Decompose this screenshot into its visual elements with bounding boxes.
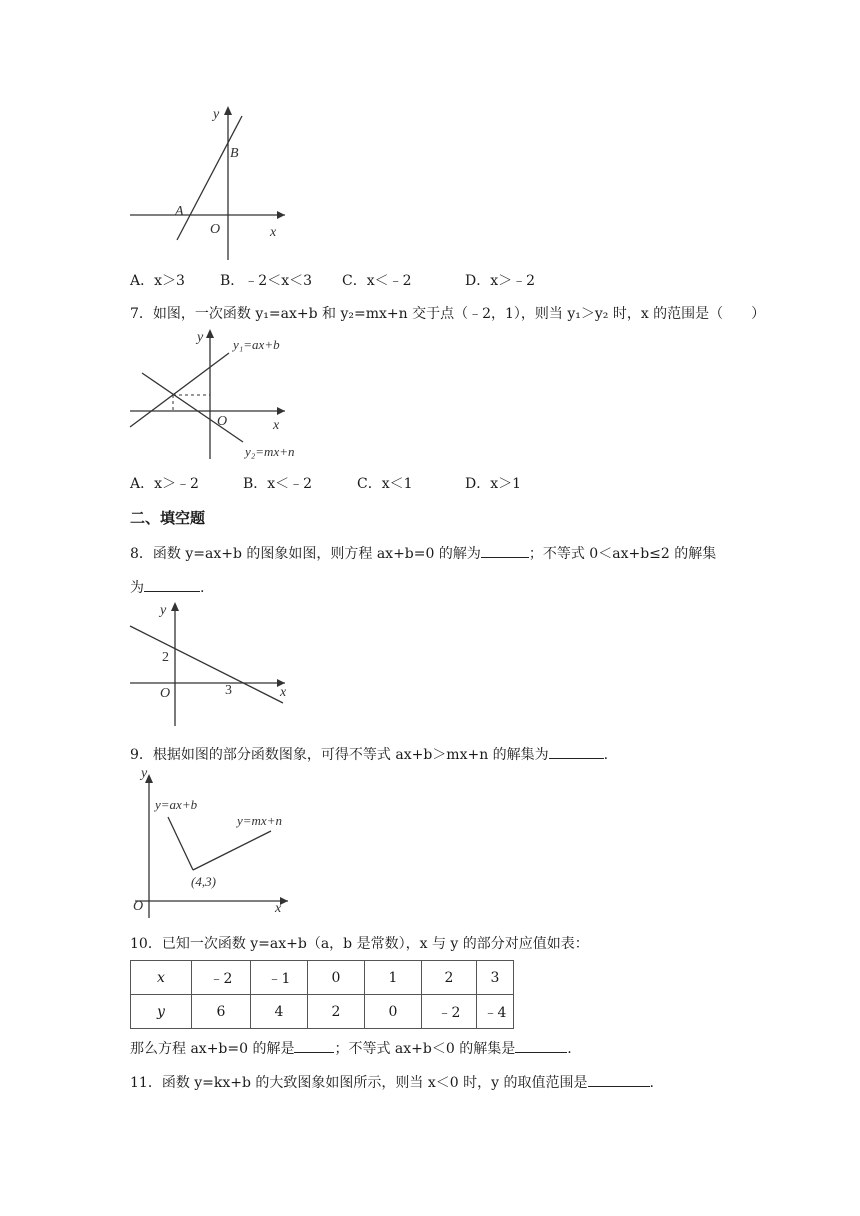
q8-blank-2[interactable] bbox=[144, 577, 200, 592]
table-cell: 2 bbox=[422, 961, 477, 995]
q6-y-label: y bbox=[213, 107, 220, 122]
value-table bbox=[130, 960, 514, 1029]
q11-question bbox=[130, 1072, 654, 1092]
q9-text-b: . bbox=[603, 747, 609, 763]
q8-two-label: 2 bbox=[162, 650, 169, 665]
q8-x-label: x bbox=[280, 685, 287, 700]
table-cell: ﹣2 bbox=[422, 995, 477, 1029]
q9-question bbox=[130, 744, 608, 764]
q9-text-a: 9．根据如图的部分函数图象，可得不等式 ax+b＞mx+n 的解集为 bbox=[130, 747, 549, 763]
q10-followup bbox=[130, 1038, 572, 1058]
table-cell: 6 bbox=[192, 995, 251, 1029]
table-cell: ﹣4 bbox=[477, 995, 514, 1029]
q7-line2-label: y₂=mx+n bbox=[245, 444, 295, 459]
q7-option-a: A．x＞﹣2 bbox=[130, 476, 199, 492]
table-row-y bbox=[131, 995, 514, 1029]
q6-x-label: x bbox=[270, 225, 277, 240]
q10-question: 10．已知一次函数 y=ax+b（a，b 是常数），x 与 y 的部分对应值如表： bbox=[130, 936, 589, 952]
q9-line1-label: y=ax+b bbox=[155, 797, 198, 812]
q8-blank-1[interactable] bbox=[481, 543, 529, 558]
table-row-x bbox=[131, 961, 514, 995]
q11-blank[interactable] bbox=[588, 1072, 650, 1087]
table-cell: 2 bbox=[308, 995, 365, 1029]
q7-figure bbox=[125, 325, 315, 465]
q11-text-b: . bbox=[649, 1075, 654, 1091]
q10-blank-1[interactable] bbox=[294, 1038, 334, 1053]
q9-figure bbox=[125, 764, 300, 924]
q7-question: 7．如图，一次函数 y₁=ax+b 和 y₂=mx+n 交于点（﹣2，1），则当 y₁＞y₂ 时，x 的范围是（ ） bbox=[130, 306, 766, 322]
q7-option-b: B．x＜﹣2 bbox=[243, 476, 313, 492]
q6-b-label: B bbox=[230, 146, 239, 161]
q6-option-d: D．x＞﹣2 bbox=[465, 273, 536, 289]
q8-question-line2 bbox=[130, 577, 204, 597]
q6-figure bbox=[125, 100, 295, 265]
q7-option-c: C．x＜1 bbox=[357, 476, 413, 492]
q10-text-b: ；不等式 ax+b＜0 的解集是 bbox=[334, 1041, 516, 1057]
table-cell: y bbox=[131, 995, 192, 1029]
table-cell: 4 bbox=[251, 995, 308, 1029]
q6-option-c: C．x＜﹣2 bbox=[342, 273, 412, 289]
q8-figure bbox=[125, 598, 300, 730]
table-cell: ﹣1 bbox=[251, 961, 308, 995]
table-cell: 3 bbox=[477, 961, 514, 995]
q8-question bbox=[130, 543, 716, 563]
q6-a-label: A bbox=[175, 204, 184, 219]
table-cell: ﹣2 bbox=[192, 961, 251, 995]
q7-y-label: y bbox=[197, 330, 204, 345]
q10-text-a: 那么方程 ax+b=0 的解是 bbox=[130, 1041, 295, 1057]
q9-o-label: O bbox=[133, 899, 144, 914]
table-cell: 0 bbox=[365, 995, 422, 1029]
table-cell: x bbox=[131, 961, 192, 995]
q9-line2-label: y=mx+n bbox=[237, 813, 282, 828]
q8-text-c: 为 bbox=[130, 580, 144, 596]
q7-line1-label: y₁=ax+b bbox=[233, 337, 280, 352]
q8-text-b: ；不等式 0＜ax+b≤2 的解集 bbox=[528, 546, 717, 562]
q8-text-a: 8．函数 y=ax+b 的图象如图，则方程 ax+b=0 的解为 bbox=[130, 546, 481, 562]
q7-x-label: x bbox=[273, 418, 280, 433]
q6-o-label: O bbox=[210, 222, 221, 237]
table-cell: 0 bbox=[308, 961, 365, 995]
q6-option-b: B．﹣2＜x＜3 bbox=[220, 273, 312, 289]
q9-point-label: (4,3) bbox=[191, 874, 216, 889]
q8-text-d: . bbox=[200, 580, 205, 596]
q10-blank-2[interactable] bbox=[515, 1038, 567, 1053]
q9-blank[interactable] bbox=[549, 744, 604, 759]
q8-y-label: y bbox=[160, 603, 167, 618]
q9-x-label: x bbox=[275, 901, 282, 916]
q7-option-d: D．x＞1 bbox=[465, 476, 522, 492]
q7-o-label: O bbox=[217, 414, 228, 429]
q10-text-c: . bbox=[567, 1041, 572, 1057]
table-cell: 1 bbox=[365, 961, 422, 995]
section-title: 二、填空题 bbox=[130, 509, 206, 527]
q11-text-a: 11．函数 y=kx+b 的大致图象如图所示，则当 x＜0 时，y 的取值范围是 bbox=[130, 1075, 588, 1091]
q9-y-label: y bbox=[141, 766, 148, 781]
q8-o-label: O bbox=[160, 686, 171, 701]
q6-option-a: A．x＞3 bbox=[130, 273, 185, 289]
q8-three-label: 3 bbox=[225, 683, 232, 698]
